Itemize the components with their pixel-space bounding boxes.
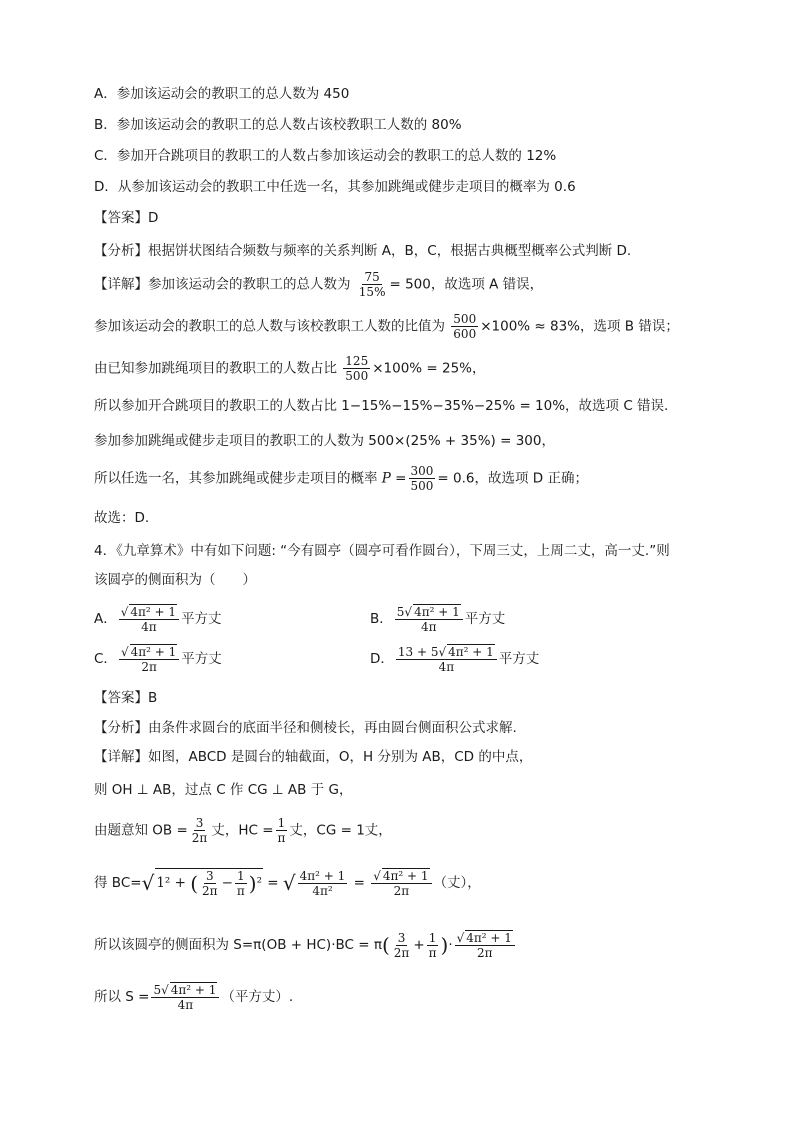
denominator: 2π [393,945,410,960]
paren: ( [381,933,390,957]
denominator: 15% [358,285,386,299]
denominator: π [277,831,286,845]
denominator: 2π [202,884,218,898]
q4-detail-line-3 [94,816,392,845]
option-label: B． [370,611,393,627]
denominator: 4π [438,660,455,674]
unit: 平方丈 [464,611,506,627]
q4-option-b [370,604,505,634]
coefficient: 5 [396,605,405,619]
denominator: 2π [141,660,157,674]
option-label: D． [370,651,394,667]
q4-detail-line-4: 得 BC=√ 1² + ( $\frac{3}{2\pi}$ − $\frac{1}{\pi}$ )² = √ $\frac{\text{4π² + 1}}{\text{4π²}}$ = $\frac{\text{√ 4π² + 1}}{2\pi}$ （丈）， [94,868,481,898]
denominator: 2π [477,946,493,960]
analysis-tag: 【分析】 [94,243,148,259]
detail-tag: 【详解】 [94,749,148,765]
numerator-prefix: 13 + 5 [397,645,439,659]
fraction [276,816,288,845]
numerator: 5√ 4π² + 1 [395,604,463,620]
answer-value: B [148,690,158,706]
q4-detail-line-6 [94,982,293,1012]
numerator: 75 [364,270,380,284]
fraction [298,869,348,898]
fraction [427,931,439,960]
fraction [357,270,388,299]
q4-stem-line-1: 4．《九章算术》中有如下问题: “今有圆亭（圆亭可看作圆台），下周三丈，上周二丈，高一丈.”则 [94,543,670,559]
q4-stem-line-2: 该圆亭的侧面积为（ ） [94,572,256,588]
detail-text: = 0.6，故选项 D 正确； [437,470,588,487]
detail-tag: 【详解】 [94,276,148,293]
detail-text: 得 BC= [94,875,142,891]
radicand: 4π² + 1 [130,645,177,659]
radicand: 4π² + 1 [448,645,494,659]
numerator: 5√ 4π² + 1 [151,982,219,998]
numerator: 300 [410,464,434,478]
fraction [396,644,497,674]
detail-text: ×100% = 25%， [372,360,486,377]
option-label: C． [94,651,117,667]
answer-value: D [148,210,159,226]
q3-option-d: D．从参加该运动会的教职工中任选一名，其参加跳绳或健步走项目的概率为 0.6 [94,179,576,195]
fraction [455,930,515,960]
detail-text: 参加该运动会的教职工的总人数为 [148,276,351,293]
detail-text: 参加该运动会的教职工的总人数与该校教职工人数的比值为 [94,318,445,335]
detail-text: 由已知参加跳绳项目的教职工的人数占比 [94,360,337,377]
q3-detail-line-6: 所以任选一名，其参加跳绳或健步走项目的概率 P = $\frac{300}{500}$ = 0.6，故选项 D 正确； [94,464,588,493]
detail-text: 如图，ABCD 是圆台的轴截面，O，H 分别为 AB，CD 的中点， [148,749,533,765]
detail-text: 丈，HC = [211,822,274,839]
fraction [151,982,219,1012]
numerator: √ 4π² + 1 [371,868,431,884]
fraction [190,816,210,845]
detail-text: （丈）， [433,875,481,891]
numerator: 4π² + 1 [299,868,346,883]
denominator: 500 [410,479,434,493]
detail-text: 由题意知 OB = [94,822,188,839]
fraction [343,354,370,383]
q3-detail-line-3 [94,354,486,383]
denominator: 600 [453,327,477,341]
unit: 平方丈 [181,651,222,667]
fraction [451,312,478,341]
fraction [119,644,179,674]
q4-analysis [94,718,517,738]
q3-detail-line-2 [94,312,679,341]
denominator: π [236,884,245,898]
unit: 平方丈 [181,611,222,627]
denominator: 500 [345,369,369,383]
numerator: 3 [205,869,214,883]
radical-sign: √ [282,871,296,895]
numerator: 500 [453,312,477,326]
fraction [119,604,179,634]
q3-detail-line-5: 参加参加跳绳或健步走项目的教职工的人数为 500×(25% + 35%) = 300， [94,433,555,449]
denominator: π [428,945,437,960]
fraction [409,464,436,493]
radical-sign: √ [141,871,155,895]
numerator: 1 [277,816,286,830]
paren: ) [248,871,257,896]
numerator: √ 4π² + 1 [119,604,179,620]
q4-option-d [370,644,539,674]
detail-text: ×100% ≈ 83%，选项 B 错误； [480,318,679,335]
q3-detail-line-1 [94,270,543,299]
detail-text: 所以任选一名，其参加跳绳或健步走项目的概率 [94,470,378,487]
q4-option-a [94,604,222,634]
numerator: 1 [428,930,437,945]
q4-option-c [94,644,222,674]
q4-detail-line-1 [94,747,532,767]
q3-detail-line-7: 故选：D. [94,510,150,526]
fraction [392,931,412,960]
q3-analysis [94,241,631,261]
fraction [200,869,220,898]
q4-detail-line-5: 所以该圆亭的侧面积为 S=π(OB + HC)·BC = π( $\frac{3}{2\pi}$ + $\frac{1}{\pi}$ )· $\frac{\text{√ 4π² + 1}}{2\pi}$ [94,930,517,960]
numerator: 125 [345,354,369,368]
denominator: 2π [393,884,410,898]
fraction [235,869,247,898]
numerator: 1 [237,869,245,883]
numerator: √ 4π² + 1 [119,644,179,660]
q3-detail-line-4: 所以参加开合跳项目的教职工的人数占比 1−15%−15%−35%−25% = 10%，故选项 C 错误. [94,398,669,414]
analysis-text: 根据饼状图结合频数与频率的关系判断 A，B，C，根据古典概型概率公式判断 D. [148,243,632,259]
detail-text: = 500，故选项 A 错误， [389,276,544,293]
analysis-text: 由条件求圆台的底面半径和侧棱长，再由圆台侧面积公式求解. [148,720,517,736]
unit: 平方丈 [498,651,540,667]
q3-option-b: B．参加该运动会的教职工的总人数占该校教职工人数的 80% [94,117,462,133]
option-label: A． [94,611,117,627]
denominator: 4π² [312,883,333,898]
answer-tag: 【答案】 [94,690,148,706]
q4-detail-line-2: 则 OH ⊥ AB，过点 C 作 CG ⊥ AB 于 G， [94,782,353,798]
numerator: 13 + 5√ 4π² + 1 [396,644,497,660]
denominator: 4π [177,998,194,1012]
denominator: 4π [141,620,157,634]
numerator: √ 4π² + 1 [455,930,515,946]
detail-text: 所以 S = [94,989,150,1005]
denominator: 4π [420,620,437,634]
radicand: 4π² + 1 [130,605,177,619]
q3-option-c: C．参加开合跳项目的教职工的人数占参加该运动会的教职工的总人数的 12% [94,148,557,164]
q4-answer [94,688,157,708]
numerator: 3 [195,816,204,830]
answer-tag: 【答案】 [94,210,148,226]
numerator: 3 [397,930,406,945]
variable: P [381,470,391,487]
radicand: 1² + ( $\frac{3}{2\pi}$ − $\frac{1}{\pi}$ )² [156,869,262,898]
detail-text: （平方丈）. [221,989,294,1005]
radicand: 4π² + 1 [414,605,460,619]
analysis-tag: 【分析】 [94,720,148,736]
q3-answer [94,208,158,228]
paren: ( [190,871,199,896]
fraction [395,604,463,634]
denominator: 2π [191,831,208,845]
q3-option-a: A．参加该运动会的教职工的总人数为 450 [94,86,350,102]
paren: ) [440,933,449,957]
fraction [371,868,431,898]
detail-text: 丈，CG = 1丈， [289,822,392,839]
detail-text: 所以该圆亭的侧面积为 S=π(OB + HC)·BC = π [94,937,382,953]
